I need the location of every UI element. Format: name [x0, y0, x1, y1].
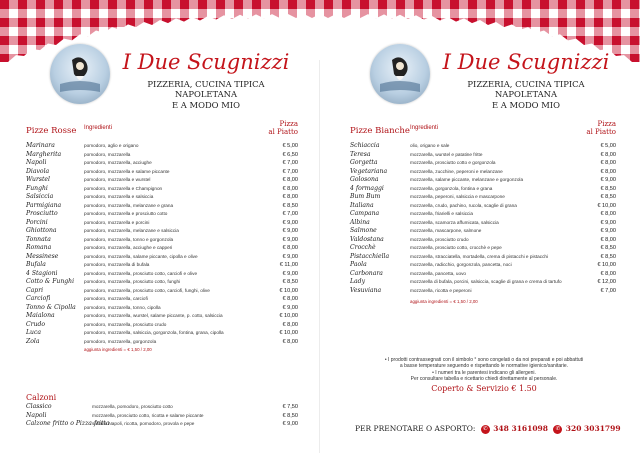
menu-item-ingredients: mozzarella, peperoni, salsiccia e mascarpone [410, 194, 505, 199]
menu-item-price: € 7,00 [282, 160, 298, 166]
menu-item-price: € 7,00 [282, 211, 298, 217]
menu-item-price: € 8,00 [600, 160, 616, 166]
note-line-3: • I numeri tra le parentesi indicano gli allergeni. [432, 369, 536, 376]
menu-item-name: Italiana [350, 201, 374, 209]
menu-item-name: Ghiottona [26, 227, 57, 234]
menu-item-price: € 9,00 [600, 219, 616, 226]
extra-ingredients-note: aggiunta ingredienti = € 1,50 / 2,00 [410, 299, 478, 304]
menu-item-name: Funghi [26, 184, 48, 192]
menu-item-name: Parmigiana [26, 201, 62, 209]
menu-item-ingredients: pomodoro, mozzarella, melanzane e grana [84, 202, 174, 208]
menu-item-ingredients: mozzarella, wurstel e patatine fritte [410, 151, 483, 157]
menu-item [26, 168, 298, 177]
menu-item-name: Gorgetta [350, 159, 378, 166]
menu-item-name: Wurstel [26, 176, 50, 183]
menu-item [350, 219, 616, 228]
menu-item-ingredients: pomodoro, mozzarella, prosciutto crudo [84, 321, 167, 327]
menu-item-name: Schiaccia [350, 142, 380, 149]
menu-item-name: Romana [26, 244, 52, 251]
section-title-pizze-bianche: Pizze Bianche [350, 126, 410, 136]
menu-item-ingredients: mozzarella, pomodoro, prosciutto cotto [92, 404, 173, 409]
menu-item [350, 287, 616, 296]
menu-item-price: € 5,00 [600, 143, 616, 149]
menu-item-price: € 9,00 [282, 228, 298, 234]
menu-item-name: Pistacchiella [350, 252, 390, 260]
menu-item-price: € 6,50 [282, 151, 298, 158]
menu-item [350, 159, 616, 168]
menu-item [350, 253, 616, 262]
menu-item-ingredients: pomodoro, mozzarella, acciughe [84, 160, 152, 165]
price-header-line-2: al Piatto [268, 127, 298, 136]
menu-item-ingredients: pomodoro, mozzarella, salsiccia, gorgonzola, fontina, grana, cipolla [84, 330, 224, 335]
price-header [248, 121, 298, 136]
menu-item-ingredients: mozzarella, prosciutto cotto e gorgonzola [410, 160, 496, 165]
menu-item [350, 176, 616, 185]
menu-item-name: Margherita [26, 150, 62, 158]
menu-item-ingredients: mozzarella, gorgonzola, fontina e grana [410, 185, 493, 191]
menu-item-ingredients: salame Napoli, ricotta, pomodoro, provola e pepe [92, 421, 195, 426]
menu-item [26, 304, 298, 313]
menu-item-ingredients: pomodoro, mozzarella e salsiccia [84, 194, 154, 199]
section-title-pizze-rosse: Pizze Rosse [26, 126, 77, 136]
menu-item-price: € 9,00 [282, 304, 298, 311]
menu-item [26, 278, 298, 287]
booking-line [355, 424, 621, 434]
menu-item-ingredients: mozzarella, prosciutto cotto, ricotta e salame piccante [92, 412, 204, 418]
menu-item [350, 168, 616, 177]
menu-item [350, 202, 616, 211]
menu-item [26, 253, 298, 262]
menu-item-name: Salsiccia [26, 193, 54, 200]
menu-item-price: € 8,50 [600, 185, 616, 192]
note-line-2: a basse temperature seguendo e rispettando le normative igienico/sanitarie. [399, 363, 569, 370]
menu-item-name: Cotto & Funghi [26, 278, 75, 285]
menu-item-ingredients: mozzarella, zucchine, peperoni e melanzane [410, 168, 503, 174]
menu-item [350, 270, 616, 279]
menu-item [26, 227, 298, 236]
menu-item [26, 295, 298, 304]
menu-item-price: € 9,00 [282, 219, 298, 226]
menu-item-ingredients: pomodoro, mozzarella, prosciutto cotto, carciofi, funghi, olive [84, 287, 210, 293]
menu-item-name: Diavola [26, 167, 50, 175]
menu-item-price: € 8,50 [282, 202, 298, 209]
menu-item-price: € 8,50 [282, 412, 298, 419]
price-header-line-2: al Piatto [586, 127, 616, 136]
menu-item-ingredients: pomodoro, mozzarella e porcini [84, 219, 150, 225]
menu-item-name: Lady [350, 278, 366, 285]
menu-item-name: Marinara [26, 142, 55, 149]
menu-item-ingredients: mozzarella, pancetta, uovo [410, 270, 467, 276]
menu-item [350, 151, 616, 160]
menu-item [350, 193, 616, 202]
menu-item [26, 210, 298, 219]
menu-item-price: € 10,00 [279, 287, 298, 294]
menu-item-ingredients: pomodoro, mozzarella, wurstel, salame piccante, p. cotto, salsiccia [84, 313, 223, 318]
allergen-notes [348, 357, 620, 383]
brand-tagline [116, 79, 296, 110]
tagline-line-1: PIZZERIA, CUCINA TIPICA NAPOLETANA [467, 79, 585, 100]
menu-item-price: € 8,50 [600, 253, 616, 260]
menu-item-ingredients: pomodoro, mozzarella e Champignon [84, 185, 163, 191]
menu-item-name: Crocchè [350, 244, 376, 251]
menu-item-price: € 8,00 [600, 151, 616, 158]
menu-item-price: € 8,00 [282, 338, 298, 345]
menu-item-ingredients: pomodoro, mozzarella e wurstel [84, 177, 151, 182]
menu-item-ingredients: pomodoro, mozzarella di bufala [84, 262, 150, 267]
menu-item-ingredients: mozzarella, friarielli e salsiccia [410, 211, 474, 216]
menu-item-ingredients: mozzarella, prosciutto cotto, crocchè e pepe [410, 245, 502, 250]
menu-item-ingredients: pomodoro, mozzarella, tonno e gorgonzola [84, 236, 174, 242]
menu-item-name: Porcini [26, 218, 48, 226]
menu-item [26, 244, 298, 253]
menu-item-ingredients: pomodoro, mozzarella e prosciutto cotto [84, 211, 168, 216]
menu-item [350, 261, 616, 270]
menu-item-name: Golosona [350, 176, 379, 183]
menu-item [26, 312, 298, 321]
menu-item-ingredients: olio, origano e sale [410, 143, 450, 148]
menu-item-price: € 8,50 [600, 245, 616, 251]
menu-item-name: Tonnata [26, 235, 51, 243]
menu-item-name: Zola [26, 337, 40, 345]
menu-item-name: Carbonara [350, 269, 383, 277]
menu-item-price: € 9,00 [282, 253, 298, 260]
menu-item-price: € 9,00 [282, 270, 298, 277]
section-title-calzoni: Calzoni [26, 393, 57, 402]
menu-item-ingredients: mozzarella, mascarpone, salmone [410, 228, 482, 233]
menu-item-name: Napoli [26, 411, 47, 419]
menu-item-name: Calzone fritto o Pizza fritta [26, 420, 110, 427]
pulcinella-icon [50, 44, 110, 104]
menu-item-ingredients: mozzarella, scamorza affumicata, salsiccia [410, 219, 499, 225]
menu-item-name: Carciofi [26, 295, 51, 302]
menu-item-price: € 7,00 [282, 168, 298, 175]
menu-item [350, 142, 616, 151]
menu-item-price: € 8,00 [600, 211, 616, 217]
menu-item-price: € 8,00 [282, 245, 298, 251]
logo-badge [50, 44, 110, 104]
menu-item-price: € 8,00 [282, 185, 298, 192]
menu-item-name: 4 Stagioni [26, 269, 58, 277]
phone-number-1[interactable]: 348 3161098 [493, 424, 548, 433]
menu-item [26, 329, 298, 338]
price-header-line-1: Pizza [279, 120, 298, 128]
menu-item-price: € 10,00 [597, 262, 616, 268]
logo-badge [370, 44, 430, 104]
pulcinella-icon [370, 44, 430, 104]
menu-item-ingredients: pomodoro, aglio e origano [84, 143, 139, 148]
menu-item [26, 270, 298, 279]
menu-item-ingredients: pomodoro, mozzarella, acciughe e capperi [84, 245, 173, 250]
menu-item [26, 142, 298, 151]
menu-item-name: Crudo [26, 320, 46, 328]
menu-item-ingredients: mozzarella, salame piccante, melanzane e gorgonzola [410, 177, 524, 182]
menu-item [26, 219, 298, 228]
menu-item-ingredients: mozzarella, ricotta e peperoni [410, 287, 472, 293]
menu-item-name: Campana [350, 210, 380, 217]
menu-item [350, 227, 616, 236]
menu-item [26, 321, 298, 330]
menu-item [26, 338, 298, 347]
ingredients-header: Ingredienti [84, 125, 113, 131]
menu-item-name: 4 formaggi [350, 184, 384, 192]
menu-item [26, 185, 298, 194]
price-header-line-1: Pizza [597, 120, 616, 128]
menu-item-name: Tonno & Cipolla [26, 303, 76, 311]
price-header [566, 121, 616, 136]
menu-item-name: Albina [350, 218, 370, 226]
menu-item [26, 287, 298, 296]
menu-item-name: Vesuviana [350, 286, 382, 294]
brand-title: I Due Scugnizzi [442, 50, 610, 74]
menu-item-ingredients: pomodoro, mozzarella, tonno, cipolla [84, 304, 161, 310]
menu-item-price: € 9,00 [600, 228, 616, 234]
menu-item-price: € 7,50 [282, 404, 298, 410]
phone-number-2[interactable]: 320 3031799 [565, 424, 621, 433]
menu-item-name: Paola [350, 261, 367, 268]
menu-item-price: € 8,00 [282, 194, 298, 200]
menu-item-ingredients: mozzarella, prosciutto crudo [410, 236, 469, 242]
menu-item-price: € 8,00 [282, 177, 298, 183]
menu-item-price: € 7,00 [600, 287, 616, 294]
phone-icon: ✆ [553, 425, 562, 434]
menu-item-ingredients: pomodoro, mozzarella, prosciutto cotto, funghi [84, 279, 181, 284]
menu-item-ingredients: pomodoro, mozzarella [84, 151, 131, 157]
booking-label: PER PRENOTARE O ASPORTO: [355, 424, 476, 433]
menu-item-ingredients: mozzarella, stracciatella, mortadella, crema di pistacchi e pistacchi [410, 253, 549, 259]
menu-item [350, 185, 616, 194]
cover-charge: Coperto & Servizio € 1.50 [431, 384, 537, 393]
menu-item-price: € 12,00 [597, 279, 616, 285]
menu-item [26, 159, 298, 168]
menu-item [350, 236, 616, 245]
pizze-rosse-list [26, 142, 298, 346]
brand-tagline [436, 79, 616, 110]
note-line-4: Per consultare tabella e ricettario chiedi direttamente al personale. [410, 376, 558, 383]
menu-item-price: € 11,00 [279, 262, 298, 268]
extra-ingredients-note: aggiunta ingredienti = € 1,50 / 2,00 [84, 347, 152, 352]
menu-item [26, 412, 298, 421]
menu-item-ingredients: mozzarella di bufala, porcini, salsiccia, scaglie di grana e crema di tartufo [410, 279, 562, 284]
menu-item [26, 151, 298, 160]
menu-item-name: Classico [26, 403, 52, 410]
menu-item-price: € 9,00 [282, 236, 298, 243]
menu-item [26, 202, 298, 211]
menu-item-price: € 8,00 [600, 168, 616, 175]
pizze-bianche-list [350, 142, 616, 295]
menu-item-ingredients: pomodoro, mozzarella, prosciutto cotto, carciofi e olive [84, 270, 198, 276]
tagline-line-2: E A MODO MIO [492, 99, 560, 110]
ingredients-header: Ingredienti [410, 125, 439, 131]
menu-item-ingredients: pomodoro, mozzarella e salame piccante [84, 168, 170, 174]
menu-item-name: Messinese [26, 252, 59, 260]
phone-icon: ✆ [481, 425, 490, 434]
menu-item-name: Maialona [26, 312, 55, 319]
tagline-line-1: PIZZERIA, CUCINA TIPICA NAPOLETANA [147, 79, 265, 100]
menu-item [26, 261, 298, 270]
note-line-1: • I prodotti contrassegnati con il simbolo ° sono congelati o da noi preparati e poi abbattuti [384, 357, 584, 363]
menu-item-price: € 10,00 [279, 330, 298, 336]
menu-item-name: Prosciutto [26, 210, 58, 217]
menu-item-price: € 8,00 [282, 321, 298, 328]
menu-item-price: € 10,00 [597, 202, 616, 209]
menu-item [26, 236, 298, 245]
menu-item [350, 210, 616, 219]
menu-item-price: € 8,00 [282, 296, 298, 302]
menu-item-name: Valdostana [350, 235, 384, 243]
menu-item-price: € 10,00 [279, 313, 298, 319]
menu-item-ingredients: pomodoro, mozzarella, salame piccante, cipolla e olive [84, 253, 198, 259]
brand-title: I Due Scugnizzi [122, 50, 290, 74]
menu-item-ingredients: pomodoro, mozzarella, carciofi [84, 296, 148, 301]
menu-item-price: € 9,00 [282, 421, 298, 427]
menu-item-price: € 8,00 [600, 236, 616, 243]
menu-item [350, 278, 616, 287]
menu-item-ingredients: mozzarella, crudo, pachino, rucola, scaglie di grana [410, 202, 517, 208]
menu-item-price: € 8,00 [600, 270, 616, 277]
calzoni-list [26, 403, 298, 429]
menu-item-name: Luca [26, 329, 42, 336]
menu-item-name: Bufala [26, 261, 46, 268]
menu-item [26, 176, 298, 185]
menu-item-price: € 8,50 [282, 279, 298, 285]
menu-item [26, 403, 298, 412]
menu-item-price: € 5,00 [282, 143, 298, 149]
menu-item-name: Napoli [26, 159, 47, 166]
menu-item-price: € 8,50 [600, 194, 616, 200]
menu-item-ingredients: pomodoro, mozzarella, gorgonzola [84, 338, 157, 344]
menu-item-name: Capri [26, 286, 44, 294]
menu-item-price: € 9,00 [600, 177, 616, 183]
menu-item [350, 244, 616, 253]
menu-item-name: Vegetariana [350, 167, 388, 175]
menu-item-ingredients: mozzarella, radicchio, gorgonzola, pancetta, noci [410, 262, 512, 267]
menu-item [26, 193, 298, 202]
menu-item-name: Bum Bum [350, 193, 381, 200]
menu-item-name: Teresa [350, 150, 371, 158]
menu-item [26, 420, 298, 429]
tagline-line-2: E A MODO MIO [172, 99, 240, 110]
menu-item-ingredients: pomodoro, mozzarella, melanzane e salsiccia [84, 228, 179, 233]
menu-item-name: Salmone [350, 227, 377, 234]
